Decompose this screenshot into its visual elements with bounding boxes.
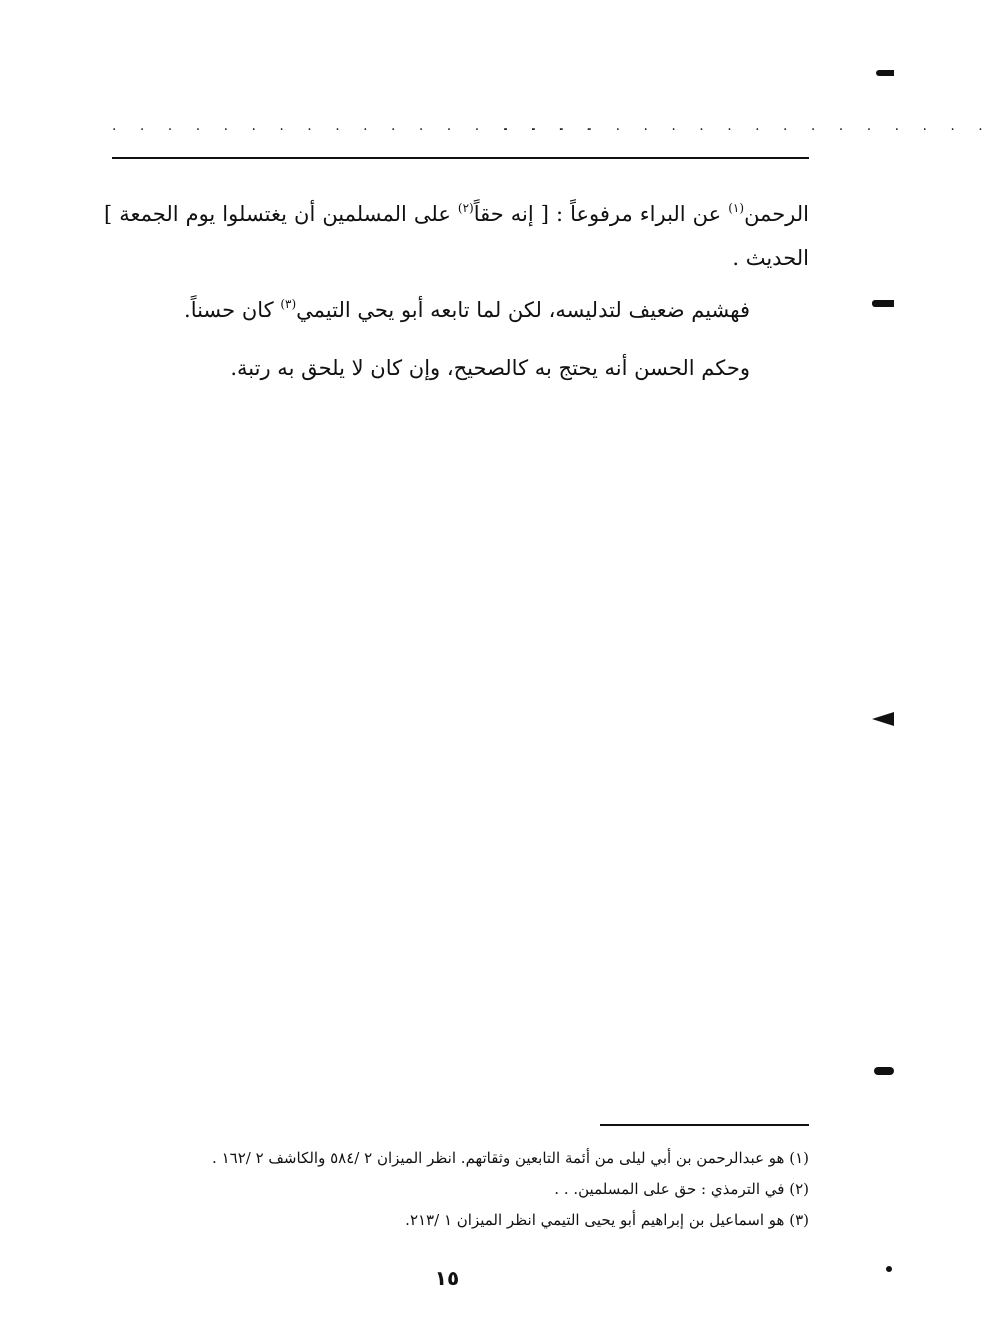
footnote-1: (١) هو عبدالرحمن بن أبي ليلى من أئمة التابعين وثقاتهم. انظر الميزان ٢ /٥٨٤ والكاشف ٢ /١٦٢ . — [212, 1149, 809, 1167]
paragraph-2-part-a: فهشيم ضعيف لتدليسه، لكن لما تابعه أبو يحي التيمي — [296, 298, 750, 322]
paragraph-1-part-a: الرحمن — [744, 202, 809, 226]
paragraph-3: وحكم الحسن أنه يحتج به كالصحيح، وإن كان لا يلحق به رتبة. — [230, 356, 750, 380]
paragraph-1 — [104, 192, 809, 280]
paragraph-1-part-c: على المسلمين أن يغتسلوا يوم الجمعة ] الحديث . — [104, 202, 809, 270]
footnotes — [112, 1143, 809, 1236]
scan-edge-mark — [886, 1266, 892, 1272]
header-rule — [112, 157, 809, 159]
footnote-ref-1: (١) — [728, 201, 745, 215]
header-dots-left: · · · · · · · · · · · · · · · · · · — [112, 122, 601, 138]
paragraph-1-part-b: عن البراء مرفوعاً : [ إنه حقاً — [473, 202, 729, 226]
footnote-rule — [600, 1124, 809, 1126]
footnote-2: (٢) في الترمذي : حق على المسلمين. . . — [554, 1180, 809, 1198]
footnote-ref-2: (٢) — [457, 201, 474, 215]
paragraph-2-part-b: كان حسناً. — [184, 298, 281, 322]
scan-edge-mark — [874, 1067, 894, 1075]
footnote-ref-3: (٣) — [280, 297, 297, 311]
scan-edge-mark — [872, 300, 894, 307]
header-dots-right: · · · · · · · · · · · · · · · · · · — [504, 122, 992, 138]
footnote-3: (٣) هو اسماعيل بن إبراهيم أبو يحيى التيمي انظر الميزان ١ /٢١٣. — [405, 1211, 809, 1229]
page-number: ١٥ — [434, 1266, 460, 1290]
scan-edge-mark — [876, 70, 894, 76]
paragraph-2 — [140, 288, 750, 332]
scan-edge-mark — [872, 712, 894, 726]
